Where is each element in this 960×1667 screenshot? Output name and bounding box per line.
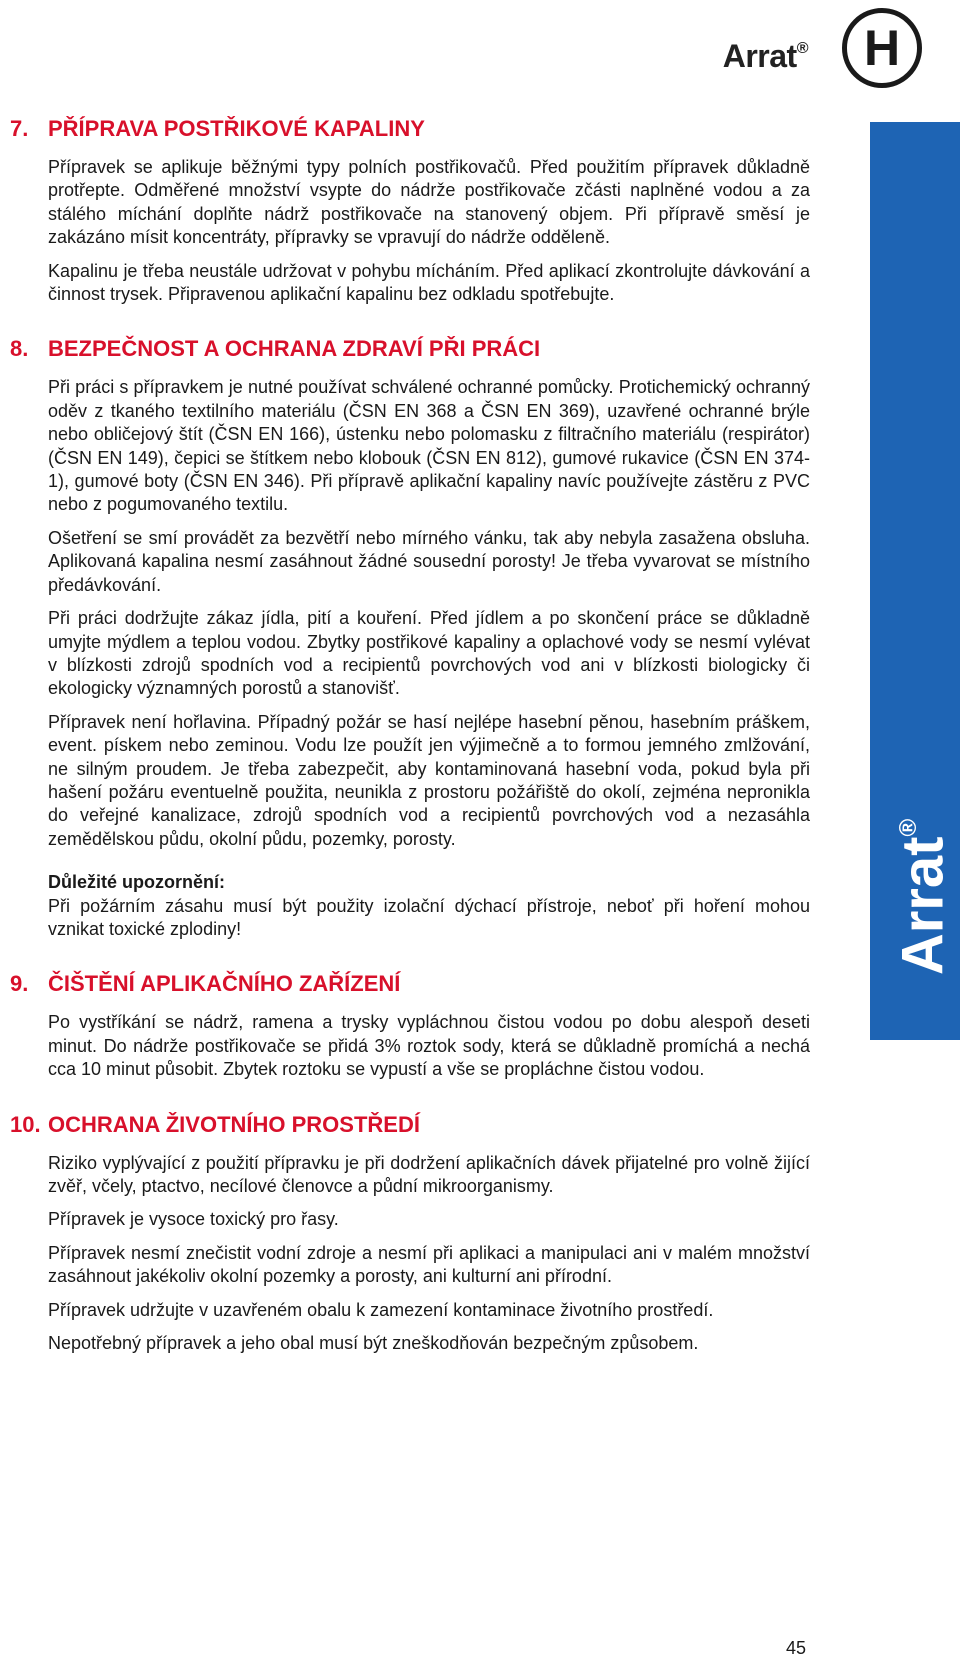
- side-brand-text: [880, 787, 956, 1007]
- section-title: [10, 971, 810, 1001]
- section-10: [10, 1112, 810, 1356]
- paragraph: Ošetření se smí provádět za bezvětří nebo mírného vánku, tak aby nebyla zasažena obsluha. Aplikovaná kapalina nesmí zasáhnout žádné sousední porosty! Je třeba vyvarovat se místního předávkování.: [48, 527, 810, 595]
- paragraph: Přípravek je vysoce toxický pro řasy.: [48, 1209, 339, 1230]
- section-body: [10, 156, 810, 306]
- badge-letter: H: [863, 20, 901, 76]
- section-number: 7.: [10, 116, 29, 141]
- section-heading: ČIŠTĚNÍ APLIKAČNÍHO ZAŘÍZENÍ: [48, 971, 401, 997]
- section-number: 9.: [10, 971, 29, 997]
- section-heading: BEZPEČNOST A OCHRANA ZDRAVÍ PŘI PRÁCI: [48, 336, 541, 362]
- note-text: Při požárním zásahu musí být použity izolační dýchací přístroje, neboť při hoření mohou vznikat toxické zplodiny!: [48, 895, 810, 939]
- paragraph: Nepotřebný přípravek a jeho obal musí být zneškodňován bezpečným způsobem.: [48, 1333, 699, 1354]
- section-title: [10, 1112, 810, 1142]
- section-8: [10, 336, 810, 941]
- page-number: 45: [785, 1638, 806, 1658]
- section-heading: OCHRANA ŽIVOTNÍHO PROSTŘEDÍ: [48, 1111, 420, 1137]
- paragraph: Při práci s přípravkem je nutné používat schválené ochranné pomůcky. Protichemický ochranný oděv z tkaného textilního materiálu (ČSN EN 368 a ČSN EN 369), uzavřené ochranné brýle nebo obličejový štít (ČSN EN 166), ústenku nebo polomasku z filtračního materiálu (respirátor) (ČSN EN 149), čepici se štítkem nebo klobouk (ČSN EN 812), gumové rukavice (ČSN EN 374-1), gumové boty (ČSN EN 346). Při přípravě aplikační kapaliny navíc používejte zástěru z PVC nebo z pogumovaného textilu.: [48, 377, 810, 515]
- paragraph: Při práci dodržujte zákaz jídla, pití a kouření. Před jídlem a po skončení práce se důkladně umyjte mýdlem a teplou vodou. Zbytky postřikové kapaliny a oplachové vody se nesmí vylévat v blízkosti zdrojů spodních vod a recipientů povrchových vod ani v blízkosti biologicky či ekologicky významných porostů a stanovišť.: [48, 608, 810, 699]
- section-7: [10, 116, 810, 306]
- paragraph: Kapalinu je třeba neustále udržovat v pohybu mícháním. Před aplikací zkontrolujte dávkování a činnost trysek. Připravenou aplikační kapalinu bez odkladu spotřebujte.: [48, 260, 810, 305]
- side-brand-bar: [870, 122, 960, 1040]
- paragraph: Riziko vyplývající z použití přípravku je při dodržení aplikačních dávek přijatelné pro volně žijící zvěř, včely, ptactvo, necílové členovce a půdní mikroorganismy.: [48, 1152, 810, 1196]
- section-body: [10, 1011, 810, 1081]
- section-title: [10, 336, 810, 366]
- brand-name: Arrat: [722, 38, 797, 74]
- paragraph: Přípravek není hořlavina. Případný požár se hasí nejlépe hasební pěnou, hasebním práškem, event. pískem nebo zeminou. Vodu lze použít jen výjimečně a to formou jemného zmlžování, ne silným proudem. Je třeba zabezpečit, aby kontaminovaná hasební voda, pokud byla při hašení požáru eventuelně použita, neunikla z prostoru požářiště do okolí, zejména nepronikla do veřejné kanalizace, zdrojů spodních vod a recipientů povrchových vod a nezasáhla zemědělskou půdu, okolní půdu, pozemky, porosty.: [48, 711, 810, 849]
- important-note: [48, 871, 810, 941]
- paragraph: Po vystříkání se nádrž, ramena a trysky vypláchnou čistou vodou po dobu alespoň deseti minut. Do nádrže postřikovače se přidá 3% roztok sody, která se důkladně promíchá a nechá cca 10 minut působit. Zbytek roztoku se vypustí a vše se propláchne čistou vodou.: [48, 1012, 810, 1080]
- page-header: [0, 0, 960, 110]
- registered-mark: ®: [796, 40, 808, 58]
- section-number: 10.: [10, 1111, 41, 1137]
- section-9: [10, 971, 810, 1081]
- section-heading: PŘÍPRAVA POSTŘIKOVÉ KAPALINY: [48, 116, 425, 141]
- document-content: [10, 116, 810, 1385]
- brand-logo: [723, 38, 808, 75]
- side-registered-mark: ®: [895, 818, 922, 837]
- note-label: Důležité upozornění:: [48, 872, 225, 893]
- hazard-badge-icon: [842, 8, 922, 88]
- section-body: [10, 1152, 810, 1356]
- section-title: [10, 116, 810, 146]
- paragraph: Přípravek nesmí znečistit vodní zdroje a nesmí při aplikaci a manipulaci ani v malém množství zasáhnout jakékoliv okolní pozemky a porosty, ani kulturní ani přírodní.: [48, 1242, 810, 1287]
- section-number: 8.: [10, 336, 29, 362]
- section-body: [10, 376, 810, 941]
- paragraph: Přípravek se aplikuje běžnými typy polních postřikovačů. Před použitím přípravek důkladně protřepte. Odměřené množství vsypte do nádrže postřikovače zčásti naplněné vodou a za stálého míchání doplňte nádrž postřikovače na stanovený objem. Při přípravě směsí je zakázáno mísit koncentráty, přípravky se vpravují do nádrže odděleně.: [48, 157, 810, 248]
- side-brand-name: Arrat: [890, 836, 956, 976]
- paragraph: Přípravek udržujte v uzavřeném obalu k zamezení kontaminace životního prostředí.: [48, 1299, 714, 1320]
